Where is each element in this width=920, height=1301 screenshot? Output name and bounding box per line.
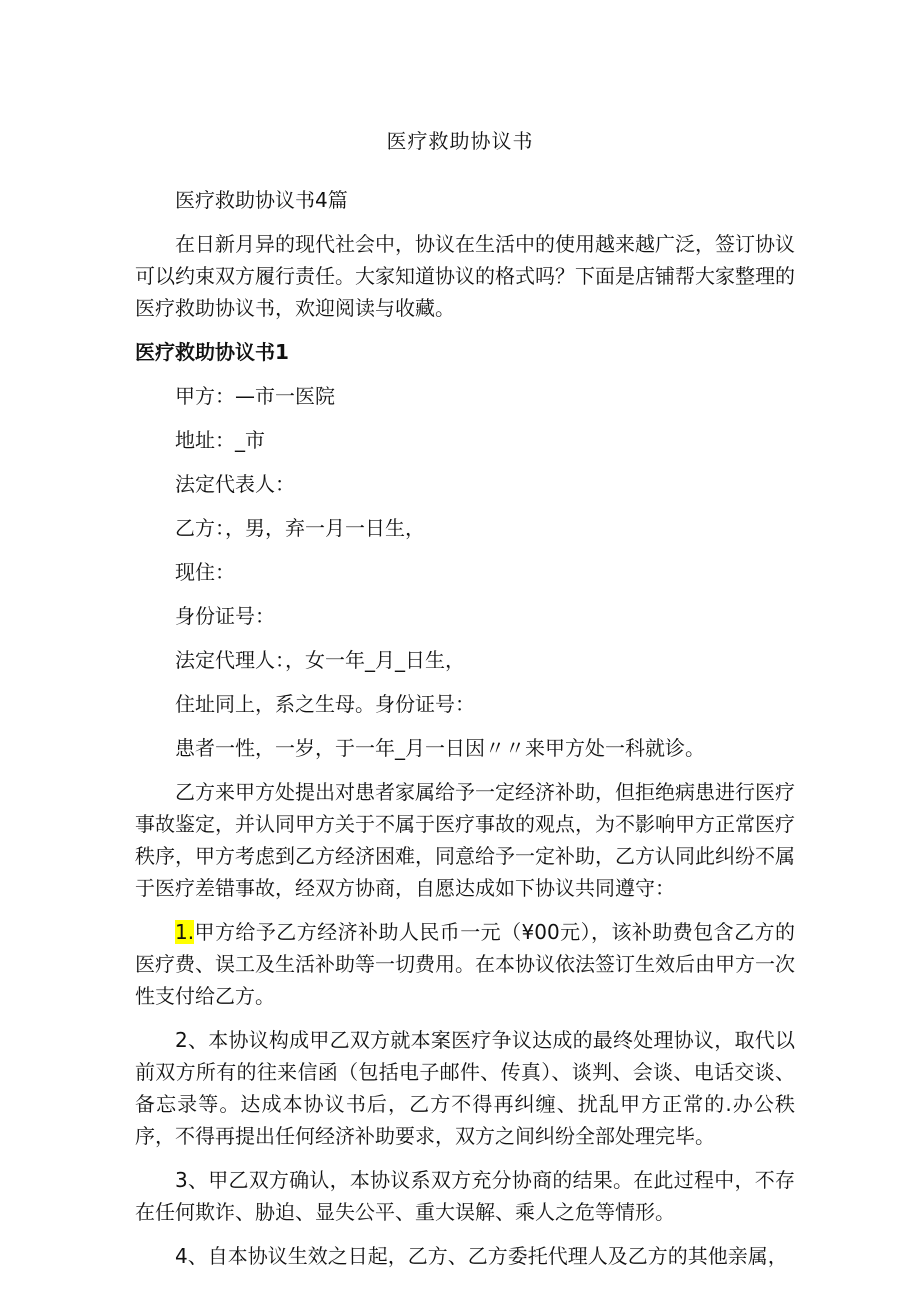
document-subtitle: 医疗救助协议书4篇 (175, 188, 348, 212)
section-heading: 医疗救助协议书1 (135, 340, 289, 364)
context-paragraph: 乙方来甲方处提出对患者家属给予一定经济补助，但拒绝病患进行医疗事故鉴定，并认同甲方关于不属于医疗事故的观点，为不影响甲方正常医疗秩序，甲方考虑到乙方经济困难，同意给予一定补助，乙方认同此纠纷不属于医疗差错事故，经双方协商，自愿达成如下协议共同遵守： (135, 780, 795, 900)
field-same-address: 住址同上，系之生母。身份证号： (175, 692, 475, 716)
clause-4: 4、自本协议生效之日起，乙方、乙方委托代理人及乙方的其他亲属， (175, 1244, 788, 1268)
document-title: 医疗救助协议书 (386, 129, 534, 153)
intro-paragraph: 在日新月异的现代社会中，协议在生活中的使用越来越广泛，签订协议可以约束双方履行责任。大家知道协议的格式吗？下面是店铺帮大家整理的医疗救助协议书，欢迎阅读与收藏。 (135, 232, 795, 320)
field-current-residence: 现住： (175, 560, 235, 584)
field-party-b: 乙方：，男，弃一月一日生， (175, 516, 425, 540)
clause-2: 2、本协议构成甲乙双方就本案医疗争议达成的最终处理协议，取代以前双方所有的往来信函（包括电子邮件、传真）、谈判、会谈、电话交谈、备忘录等。达成本协议书后，乙方不得再纠缠、扰乱甲方正常的.办公秩序，不得再提出任何经济补助要求，双方之间纠纷全部处理完毕。 (135, 1028, 795, 1148)
field-address: 地址：_市 (175, 428, 265, 452)
field-legal-representative: 法定代表人： (175, 472, 295, 496)
clause-3: 3、甲乙双方确认，本协议系双方充分协商的结果。在此过程中，不存在任何欺诈、胁迫、显失公平、重大误解、乘人之危等情形。 (135, 1168, 795, 1224)
field-id-number: 身份证号： (175, 604, 275, 628)
field-party-a: 甲方：—市一医院 (175, 384, 335, 408)
field-patient-info: 患者一性，一岁，于一年_月一日因〃〃来甲方处一科就诊。 (175, 736, 705, 760)
clause-1-text: 甲方给予乙方经济补助人民币一元（¥00元），该补助费包含乙方的医疗费、误工及生活补助等一切费用。在本协议依法签订生效后由甲方一次性支付给乙方。 (135, 920, 795, 1008)
document-body (135, 184, 795, 1272)
field-legal-agent: 法定代理人：，女一年_月_日生， (175, 648, 465, 672)
clause-1-number-highlight: 1. (175, 920, 195, 944)
clause-1 (135, 916, 795, 1012)
